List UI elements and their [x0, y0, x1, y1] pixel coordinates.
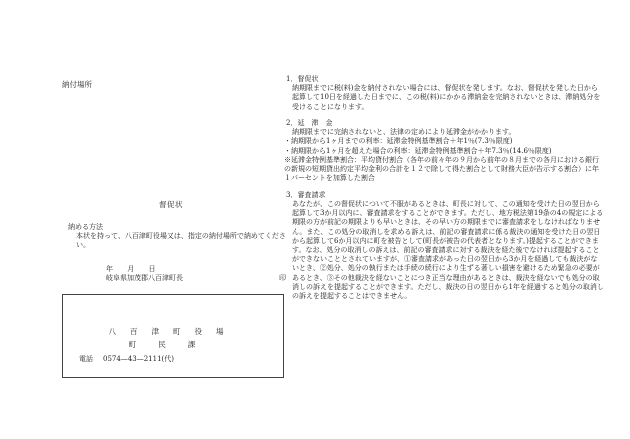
- phone-label: 電話: [79, 355, 93, 363]
- section-text: ・納期限から1ヶ月までの利率：延滞金特例基準割合＋年1％(7.3％限度): [284, 137, 513, 146]
- payment-place-label: 納付場所: [62, 80, 92, 89]
- section-reminder: [284, 75, 604, 112]
- seal-mark: 印: [279, 274, 286, 282]
- how-to-pay-label: 納める方法: [68, 223, 103, 231]
- section-text: 納期限までに税(料)金を納付されない場合には、督促状を発します。なお、督促状を発した日から起算して10日を経過した日までに、この税(料)にかかる滞納金を完納されないときは、滞納処分を受けることになります。: [292, 84, 601, 111]
- notice-right-page: [284, 75, 604, 308]
- section-text: あなたが、この督促状について不服があるときは、町長に対して、この通知を受けた日の翌日から起算して3か月以内に、審査請求をすることができます。ただし、地方税法第19条の4の規定による期限の方が前記の期限よりも早いときは、その早い方の期限までに審査請求をしなければなりません。また、この処分の取消しを求める訴えは、前記の審査請求に係る裁決の通知を受けた日の翌日から起算して6か月以内に町を被告として(町長が被告の代表者となります。)提起することができます。なお、処分の取消しの訴えは、前記の審査請求に対する裁決を経た後でなければ提起することができないこととされていますが、①審査請求があった日の翌日から3か月を経過しても裁決がないとき、②処分、処分の執行または手続の続行により生ずる著しい損害を避けるため緊急の必要があるとき、③その他裁決を経ないことにつき正当な理由があるときは、裁決を経ないでも処分の取消しの訴えを提起することができます。ただし、裁決の日の翌日から1年を経過すると処分の取消しの訴えを提起することはできません。: [292, 199, 604, 301]
- mayor-name: 岐阜県加茂郡八百津町長: [106, 274, 183, 282]
- section-title: 1．督促状: [286, 75, 319, 83]
- phone-number: 0574—43—2111(代): [103, 355, 174, 363]
- section-title: 3．審査請求: [286, 190, 326, 199]
- office-box: [62, 294, 284, 378]
- section-text: ※延滞金特例基準割合：平均貸付割合（各年の前々年の９月から前年の８月までの各月における銀行の新規の短期貸出約定平均金利の合計を１２で除して得た割合として財務大臣が告示する割合）に年１パーセントを加算した割合: [284, 155, 599, 183]
- phone-line: [79, 355, 174, 364]
- section-text: 納期限までに完納されないと、法律の定めにより延滞金がかかります。: [292, 128, 516, 137]
- notice-title: 督促状: [159, 200, 183, 209]
- section-text: ・納期限から1ヶ月を超えた場合の利率：延滞金特例基準割合＋年7.3％(14.6％限度): [284, 146, 552, 155]
- section-late-fee: [284, 119, 604, 184]
- date-label: 年 月 日: [106, 265, 162, 273]
- mayor-line: [106, 274, 286, 283]
- section-title: 2．延 滞 金: [286, 118, 333, 127]
- department-name: 町民課: [128, 340, 218, 349]
- town-office-name: 八百津町役場: [108, 327, 238, 336]
- how-to-pay-text: 本状を持って、八百津町役場又は、指定の納付場所で納めてください。: [76, 232, 286, 250]
- notice-left-page: [62, 0, 292, 439]
- section-appeal: [284, 191, 604, 302]
